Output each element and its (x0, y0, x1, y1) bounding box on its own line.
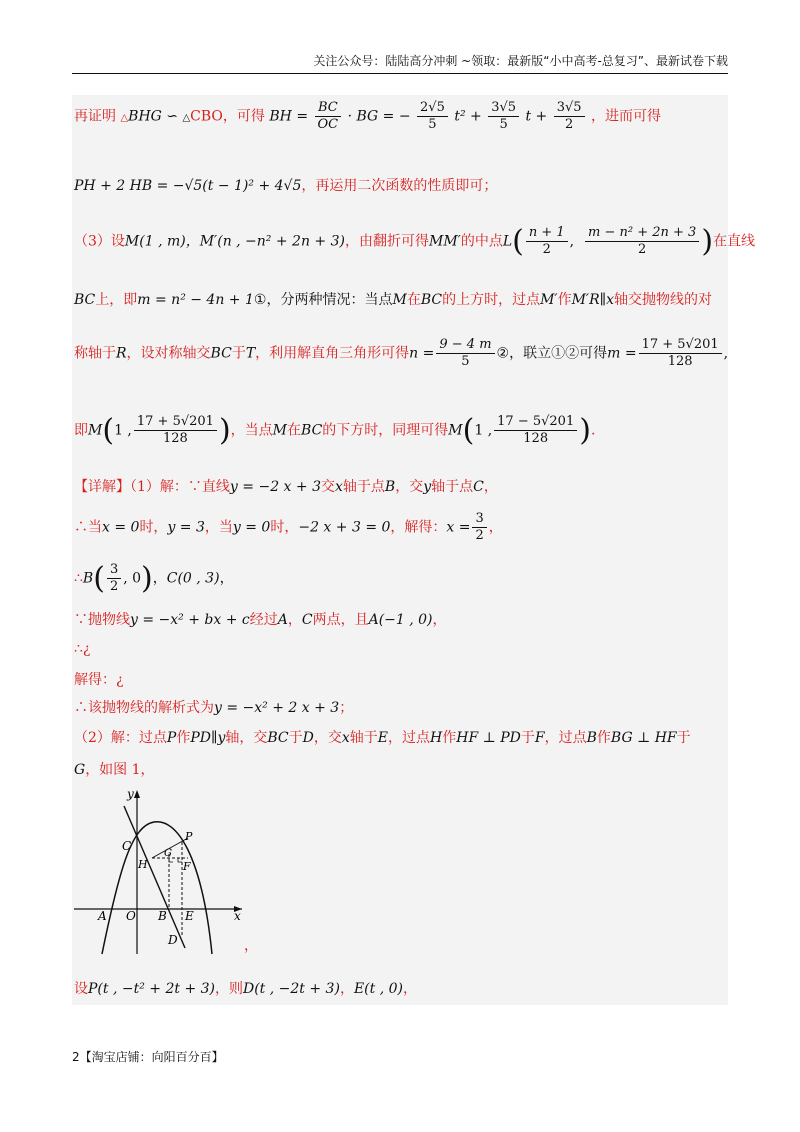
text: 作 (557, 292, 572, 308)
math: BC (74, 292, 96, 308)
text: ， (432, 612, 447, 628)
math: C(0 , 3) (166, 570, 220, 587)
text: ∵抛物线 (74, 612, 130, 628)
math: A (277, 612, 288, 628)
fraction: $\frac{n + 1}{2}$ (526, 225, 568, 258)
math: D(t , −2t + 3) (243, 981, 340, 997)
text: 轴于点 (431, 479, 474, 495)
paren: ( (102, 413, 115, 448)
text: 于 (676, 730, 691, 746)
math: C (473, 479, 484, 495)
paren: ( (512, 224, 524, 259)
line-10 (74, 609, 447, 629)
text: ，由翻折可得 (344, 233, 429, 250)
math: 1 , (114, 422, 132, 439)
line-1 (74, 100, 661, 133)
text: ，过点 (544, 730, 587, 746)
text: ， (219, 570, 234, 587)
math: 1 , (474, 422, 493, 439)
math: F (534, 730, 545, 746)
math: HF ⊥ PD (456, 730, 521, 746)
paren: ) (701, 224, 714, 259)
text: 设 (74, 981, 88, 997)
label-d: D (168, 933, 178, 947)
right-angle-mark (178, 858, 182, 862)
text: ， (402, 981, 417, 997)
math: M′R∥x (571, 292, 615, 308)
math: MM′ (428, 233, 461, 250)
text: 的中点 (460, 233, 503, 250)
text: 轴于点 (342, 479, 385, 495)
line-6: 即M(1 , $\frac{17 + 5√201}{128}$ )，当点M在BC的下方时，同理可得M(1 , $\frac{17 - 5√201}{128}$ ). (74, 413, 596, 448)
label-b: B (158, 909, 167, 923)
paren: ( (93, 561, 105, 596)
fraction: $\frac{17 + 5√201}{128}$ (134, 414, 217, 447)
math: PH + 2 HB = −√5(t − 1)² + 4√5 (74, 178, 302, 194)
parabola (102, 822, 212, 954)
label-c: C (122, 839, 132, 853)
fraction: $\frac{2√5}{5}$ (417, 100, 448, 133)
label-h: H (138, 858, 148, 871)
text: 于 (288, 730, 303, 746)
text: ， (488, 519, 503, 536)
label-g: G (164, 848, 172, 859)
text: ，当 (204, 519, 233, 536)
math: M (272, 422, 288, 439)
math: B (586, 730, 597, 746)
math: · BG = − (347, 108, 411, 125)
math: y = −x² + bx + c (130, 612, 250, 628)
figure-trailing-comma: ， (244, 938, 258, 954)
fraction: $\frac{BC}{OC}$ (315, 100, 342, 133)
line-15 (74, 759, 155, 779)
label-e: E (185, 909, 194, 923)
math: m = (607, 345, 637, 362)
figure-1 (72, 786, 272, 962)
line-9 (74, 561, 234, 596)
line-11: ∴¿ (74, 641, 91, 657)
math: PD∥y (190, 730, 226, 746)
text: ∴该抛物线的解析式为 (74, 700, 214, 716)
text: 再证明 (74, 108, 116, 125)
paren: ) (141, 561, 153, 596)
fraction: $\frac{17 + 5√201}{128}$ (639, 337, 722, 370)
math: M (392, 292, 407, 308)
math: BC (210, 345, 232, 362)
fraction: $\frac{9 - 4 m}{5}$ (436, 337, 494, 370)
math: C (301, 612, 313, 628)
fraction: $\frac{3√5}{5}$ (488, 100, 519, 133)
fraction: $\frac{\text{m − n² + 2n + 3}}{2}$ (585, 225, 699, 258)
text: ； (339, 700, 354, 716)
text: ，如图 1， (85, 762, 155, 778)
text: ， (483, 479, 498, 495)
math: B (82, 570, 94, 587)
math: x (334, 479, 343, 495)
math: BC (420, 292, 443, 308)
text: 【详解】（1）解：∵直线 (74, 479, 230, 495)
label-p: P (185, 830, 193, 843)
label-o: O (126, 909, 136, 923)
math: H (430, 730, 443, 746)
text: 称轴于 (74, 345, 116, 362)
fraction: $\frac{3√5}{2}$ (554, 100, 585, 133)
math: x = 0 (102, 519, 140, 536)
text: 于 (231, 345, 246, 362)
line-2 (74, 175, 497, 195)
math: BG ⊥ HF (610, 730, 677, 746)
text: ，当点 (230, 422, 273, 439)
text: 即 (74, 422, 88, 439)
math: x = (446, 519, 471, 536)
text: 作 (442, 730, 457, 746)
math: y = 3 (167, 519, 205, 536)
math: t + (525, 108, 548, 125)
label-f: F (183, 860, 191, 873)
math: B (384, 479, 396, 495)
math: −2 x + 3 = 0 (298, 519, 391, 536)
text: 的上方时，过点 (442, 292, 541, 308)
y-axis-arrow (134, 790, 140, 798)
math: T (245, 345, 256, 362)
text: 作 (596, 730, 611, 746)
text: 在直线 (713, 233, 756, 250)
text: 在 (287, 422, 302, 439)
text: ，解得： (390, 519, 447, 536)
paren: ( (462, 413, 475, 448)
math: M (448, 422, 463, 439)
triangle-icon: △ (120, 112, 129, 124)
text: ， (152, 570, 167, 587)
paren: ) (218, 413, 231, 448)
text: 作 (176, 730, 191, 746)
text: （3）设 (74, 233, 125, 250)
text: ∴当 (74, 519, 102, 536)
parabola-diagram (72, 786, 272, 958)
text: ，交 (313, 730, 342, 746)
text: ，设对称轴交 (126, 345, 211, 362)
text: 轴于 (349, 730, 378, 746)
text: 轴交抛物线的对 (614, 292, 713, 308)
text: 时， (270, 519, 299, 536)
math: x (341, 730, 350, 746)
math: L (502, 233, 513, 250)
text: ， (339, 981, 354, 997)
math: G (74, 762, 86, 778)
fraction: $\frac{17 - 5√201}{128}$ (494, 414, 577, 447)
label-y: y (127, 787, 134, 801)
math: P (166, 730, 177, 746)
math: , 0 (123, 570, 142, 587)
math: y = −2 x + 3 (229, 479, 321, 495)
text: ，利用解直角三角形可得 (255, 345, 410, 362)
line-8 (74, 511, 503, 544)
page-header: 关注公众号：陆陆高分冲刺 ~领取：最新版“小中高考-总复习”、最新试卷下载 (313, 54, 728, 68)
math: y = 0 (232, 519, 271, 536)
triangle-icon: △ (182, 112, 191, 124)
text: ， (287, 612, 302, 628)
text: ，进而可得 (591, 108, 662, 125)
math: BH = (269, 108, 309, 125)
text: ，则 (215, 981, 243, 997)
line-16 (74, 978, 417, 998)
text: ，交 (395, 479, 424, 495)
text: （2）解：过点 (74, 730, 167, 746)
math: BC (301, 422, 323, 439)
math: P(t , −t² + 2t + 3) (88, 981, 215, 997)
text: ，再运用二次函数的性质即可； (301, 178, 498, 194)
math: t² + (454, 108, 482, 125)
text: CBO，可得 (190, 108, 265, 125)
math: y = −x² + 2 x + 3 (214, 700, 340, 716)
text: ∴ (74, 570, 83, 587)
text: 的下方时，同理可得 (322, 422, 449, 439)
math: A(−1 , 0) (368, 612, 433, 628)
math: M′ (540, 292, 558, 308)
line-7 (74, 476, 498, 496)
math: M(1 , m)，M′(n , −n² + 2n + 3) (124, 233, 345, 250)
math: m = n² − 4n + 1 (137, 292, 254, 308)
text: 交 (320, 479, 335, 495)
label-a: A (98, 909, 107, 923)
text: ①，分两种情况：当点 (253, 292, 393, 308)
math: E(t , 0) (353, 981, 403, 997)
math: E (377, 730, 389, 746)
paren: ) (579, 413, 591, 448)
page-footer: 2【淘宝店铺：向阳百分百】 (72, 1050, 224, 1064)
line-5: 称轴于R，设对称轴交BC于T，利用解直角三角形可得n = $\frac{9 - 4 m}{5}$ ②，联立①②可得m = $\frac{17 + 5√201}{128}$ , (74, 337, 729, 369)
line-bc (124, 806, 185, 948)
line-3: （3）设M(1 , m)，M′(n , −n² + 2n + 3)，由翻折可得MM′的中点L( $\frac{n + 1}{2}$ , $\frac{\text{m − n² + 2n + 3}}{2}$ )在直线 (74, 224, 756, 259)
math: n = (409, 345, 435, 362)
line-13 (74, 697, 353, 717)
math: y (423, 479, 432, 495)
line-12: 解得：¿ (74, 672, 124, 688)
text: 两点，且 (312, 612, 369, 628)
math: BC (267, 730, 289, 746)
label-x: x (234, 909, 241, 923)
math: M (88, 422, 103, 439)
text: 于 (520, 730, 535, 746)
text: ，过点 (388, 730, 431, 746)
fraction: $\frac{3}{2}$ (107, 562, 121, 595)
fraction: $\frac{3}{2}$ (472, 511, 486, 544)
text: 经过 (249, 612, 278, 628)
text: 在 (406, 292, 421, 308)
math: D (302, 730, 314, 746)
text: 上，即 (95, 292, 138, 308)
text: ②，联立①②可得 (496, 345, 608, 362)
math: BHG ∽ (128, 108, 183, 125)
header-rule (72, 73, 728, 74)
text: 时， (139, 519, 168, 536)
text: 轴，交 (225, 730, 268, 746)
math: R (116, 345, 127, 362)
line-14 (74, 727, 691, 747)
line-4 (74, 289, 712, 309)
